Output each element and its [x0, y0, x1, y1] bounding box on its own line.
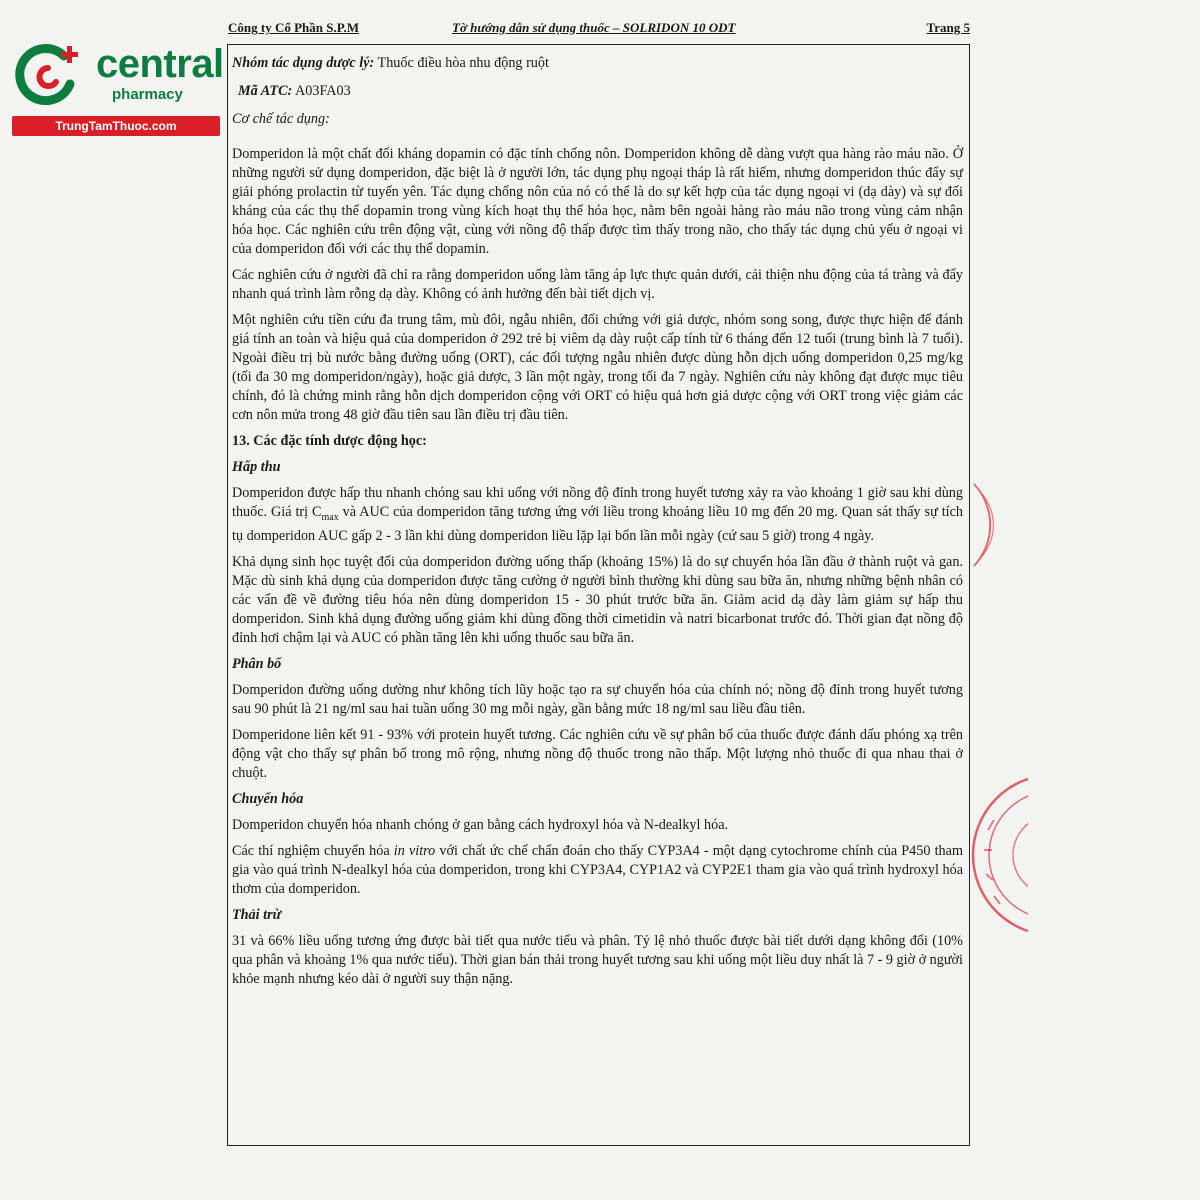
metabolism-p2-part-a: Các thí nghiệm chuyển hóa: [232, 842, 394, 859]
mechanism-paragraph-1: Domperidon là một chất đối kháng dopamin có đặc tính chống nôn. Domperidon không dễ dàng vượt qua hàng rào máu não. Ở những người sử dụng domperidon, đặc biệt là ở người lớn, tác dụng phụ ngoại tháp là rất hiếm, nhưng domperidon thúc đẩy sự giải phóng prolactin từ tuyến yên. Tác dụng chống nôn của nó có thể là do sự kết hợp của tác dụng ngoại vi (dạ dày) và sự đối kháng của các thụ thể dopamin trong vùng kích hoạt thụ thể hóa học, nằm bên ngoài hàng rào máu não trong vùng cảm nhận hóa học. Các nghiên cứu trên động vật, cùng với nồng độ thấp được tìm thấy trong não, cho thấy tác dụng chủ yếu ở ngoại vi của domperidon đối với các thụ thể dopamin.: [232, 146, 963, 257]
central-logo-icon: [12, 40, 84, 112]
distribution-title: Phân bố: [232, 655, 282, 672]
pharmacologic-group: [232, 54, 963, 73]
group-value: Thuốc điều hòa nhu động ruột: [374, 55, 549, 71]
header-document-title: Tờ hướng dẫn sử dụng thuốc – SOLRIDON 10 ODT: [452, 20, 736, 35]
mechanism-paragraph-2: Các nghiên cứu ở người đã chỉ ra rằng domperidon uống làm tăng áp lực thực quản dưới, cải thiện nhu động của tá tràng và đẩy nhanh quá trình làm rỗng dạ dày. Không có ảnh hưởng đến bài tiết dịch vị.: [232, 267, 963, 302]
group-label: Nhóm tác dụng dược lý:: [232, 55, 375, 71]
atc-value: A03FA03: [292, 83, 351, 99]
mechanism-paragraph-3: Một nghiên cứu tiền cứu đa trung tâm, mù đôi, ngẫu nhiên, đối chứng với giả dược, nhóm song song, được thực hiện để đánh giá tính an toàn và hiệu quả của domperidon ở 292 trẻ bị viêm dạ dày ruột cấp tính từ 6 tháng đến 12 tuổi (trung bình là 7 tuổi). Ngoài điều trị bù nước bằng đường uống (ORT), các đối tượng ngẫu nhiên được dùng hỗn dịch uống domperidon 0,25 mg/kg (tối đa 30 mg domperidon/ngày), hoặc giả dược, 3 lần một ngày, trong tối đa 7 ngày. Nghiên cứu này không đạt được mục tiêu chính, đó là chứng minh rằng hỗn dịch domperidon cộng với ORT có hiệu quả hơn giả dược cộng với ORT trong việc giảm các cơn nôn mửa trong 48 giờ đầu tiên sau lần điều trị đầu tiên.: [232, 312, 963, 423]
logo-title: central: [96, 42, 224, 86]
document-body: [232, 54, 963, 996]
absorption-paragraph-1: [232, 484, 963, 546]
header-page-number: Trang 5: [926, 20, 970, 35]
page-header: [228, 20, 970, 38]
metabolism-title: Chuyển hóa: [232, 790, 304, 807]
distribution-paragraph-1: Domperidon đường uống dường như không tích lũy hoặc tạo ra sự chuyển hóa của chính nó; nồng độ đỉnh trong huyết tương sau 90 phút là 21 ng/ml sau hai tuần uống 30 mg mỗi ngày, gần bằng mức 18 ng/ml sau liều đầu tiên.: [232, 681, 963, 717]
absorption-p1-part-a: Domperidon được hấp thu nhanh chóng sau khi uống với nồng độ đỉnh trong huyết tương xảy ra vào khoảng 1 giờ sau khi dùng thuốc. Giá trị C: [232, 485, 963, 520]
pharmacokinetics-heading: 13. Các đặc tính dược động học:: [232, 433, 427, 449]
logo-site-url: TrungTamThuoc.com: [12, 116, 220, 136]
absorption-p1-part-b: và AUC của domperidon tăng tương ứng với liều trong khoảng liều 10 mg đến 20 mg. Quan sát thấy sự tích tụ domperidon AUC gấp 2 - 3 lần khi dùng domperidon liều lặp lại bốn lần mỗi ngày (cứ sau 5 giờ) trong 4 ngày.: [232, 504, 963, 544]
elimination-title: Thải trừ: [232, 906, 282, 923]
elimination-paragraph-1: 31 và 66% liều uống tương ứng được bài tiết qua nước tiểu và phân. Tỷ lệ nhỏ thuốc được bài tiết dưới dạng không đổi (10% qua phân và khoảng 1% qua nước tiểu). Thời gian bán thải trong huyết tương sau khi uống một liều duy nhất là 7 - 9 giờ ở người khỏe mạnh nhưng kéo dài ở người suy thận nặng.: [232, 932, 963, 987]
atc-code: [232, 82, 963, 101]
mechanism-label: Cơ chế tác dụng:: [232, 111, 330, 127]
metabolism-p2-part-b: với chất ức chế chẩn đoán cho thấy CYP3A4 - một dạng cytochrome chính của P450 tham gia vào quá trình N-dealkyl hóa của domperidon, trong khi CYP3A4, CYP1A2 và CYP2E1 tham gia vào quá trình hydroxyl hóa thơm của domperidon.: [232, 842, 963, 897]
logo-tagline: pharmacy: [112, 86, 183, 103]
atc-label: Mã ATC:: [238, 83, 293, 99]
header-company: Công ty Cổ Phần S.P.M: [228, 20, 359, 35]
metabolism-paragraph-2: [232, 842, 963, 899]
absorption-title: Hấp thu: [232, 459, 281, 475]
partial-round-stamp-icon: [968, 770, 1028, 940]
cmax-subscript: max: [321, 511, 339, 523]
distribution-paragraph-2: Domperidone liên kết 91 - 93% với protein huyết tương. Các nghiên cứu về sự phân bố của thuốc được đánh dấu phóng xạ trên động vật cho thấy sự phân bố trong mô rộng, nhưng nồng độ thuốc trong não thấp. Một lượng nhỏ thuốc đi qua nhau thai ở chuột.: [232, 726, 963, 781]
absorption-paragraph-2: Khả dụng sinh học tuyệt đối của domperidon đường uống thấp (khoảng 15%) là do sự chuyển hóa lần đầu ở thành ruột và gan. Mặc dù sinh khả dụng của domperidon được tăng cường ở người bình thường khi dùng sau bữa ăn, nhưng những bệnh nhân có các vấn đề về đường tiêu hóa nên dùng domperidon 15 - 30 phút trước bữa ăn. Giảm acid dạ dày làm giảm sự hấp thu domperidon. Sinh khả dụng đường uống giảm khi dùng đồng thời cimetidin và natri bicarbonat trước đó. Thời gian đạt nồng độ đỉnh hơi chậm lại và AUC có phần tăng lên khi uống thuốc sau bữa ăn.: [232, 553, 963, 646]
central-pharmacy-logo: [12, 38, 224, 138]
partial-stamp-top-icon: [968, 480, 1008, 570]
in-vitro-italic: in vitro: [393, 842, 436, 859]
metabolism-paragraph-1: Domperidon chuyển hóa nhanh chóng ở gan bằng cách hydroxyl hóa và N-dealkyl hóa.: [232, 816, 729, 833]
